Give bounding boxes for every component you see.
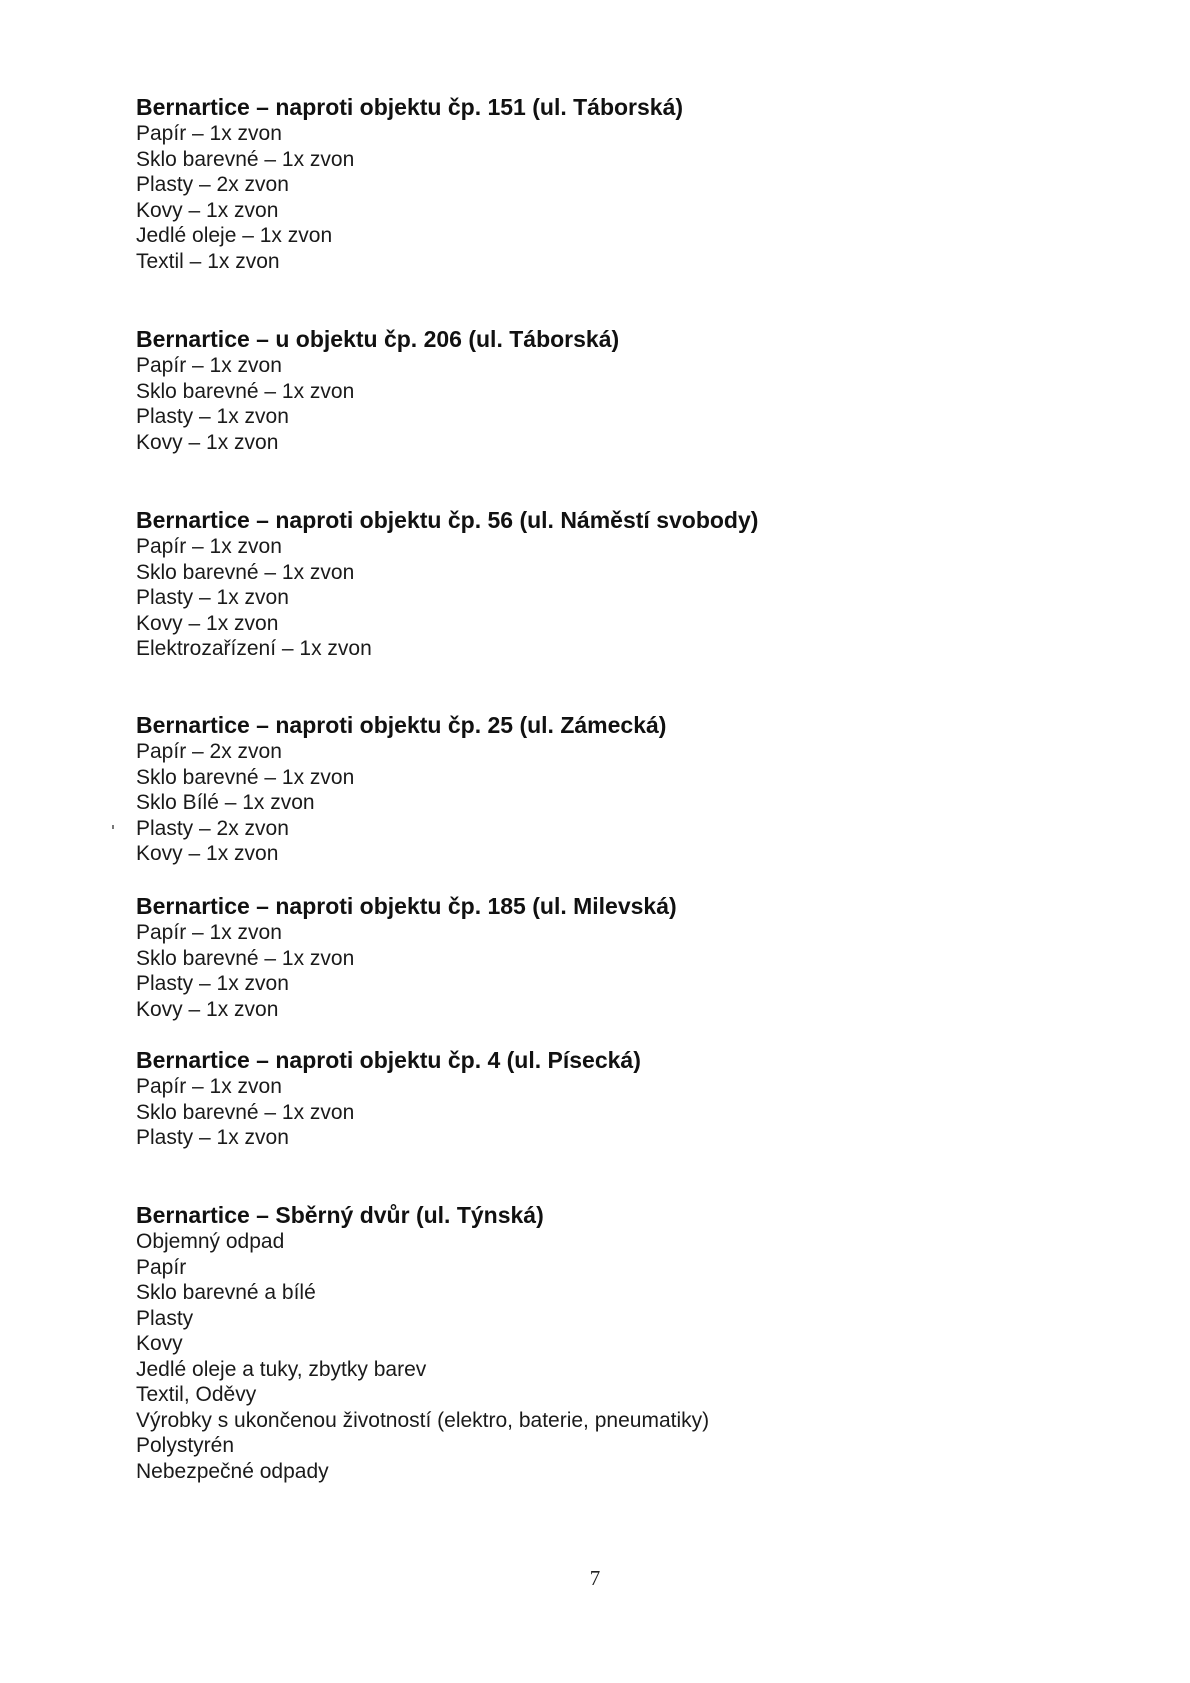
list-item: Nebezpečné odpady	[136, 1459, 329, 1483]
section-heading: Bernartice – u objektu čp. 206 (ul. Táborská)	[136, 326, 620, 352]
list-item: Plasty – 2x zvon	[136, 816, 289, 840]
list-item: Sklo barevné a bílé	[136, 1281, 316, 1304]
list-item: Papír – 1x zvon	[136, 535, 282, 558]
list-item: Sklo barevné – 1x zvon	[136, 147, 355, 171]
list-item: Plasty – 1x zvon	[136, 1126, 289, 1149]
list-item: Plasty	[136, 1306, 194, 1330]
list-item: Papír – 1x zvon	[136, 921, 282, 944]
list-item: Papír – 1x zvon	[136, 1075, 282, 1098]
item-list	[136, 534, 1036, 662]
list-item: Výrobky s ukončenou životností (elektro, baterie, pneumatiky)	[136, 1408, 710, 1432]
list-item: Plasty – 1x zvon	[136, 586, 289, 609]
list-item: Kovy – 1x zvon	[136, 842, 279, 865]
list-item: Plasty – 1x zvon	[136, 972, 289, 995]
item-list	[136, 739, 1036, 867]
list-item: Textil, Oděvy	[136, 1383, 257, 1406]
section-sberny-dvur	[136, 1202, 1036, 1484]
list-item: Sklo barevné – 1x zvon	[136, 946, 355, 970]
list-item: Papír – 1x zvon	[136, 354, 282, 377]
list-item: Sklo barevné – 1x zvon	[136, 560, 355, 584]
section-heading: Bernartice – naproti objektu čp. 185 (ul. Milevská)	[136, 893, 677, 919]
item-list	[136, 121, 1036, 274]
list-item: Kovy	[136, 1332, 183, 1355]
section-cp-25	[136, 712, 1036, 867]
list-item: Kovy – 1x zvon	[136, 430, 279, 454]
list-item: Papír – 2x zvon	[136, 740, 282, 763]
list-item: Plasty – 2x zvon	[136, 173, 289, 196]
list-item: Objemný odpad	[136, 1230, 285, 1253]
page-number: 7	[589, 1566, 601, 1590]
list-item: Papír – 1x zvon	[136, 122, 282, 145]
item-list	[136, 1074, 1036, 1151]
section-cp-4	[136, 1047, 1036, 1151]
list-item: Polystyrén	[136, 1434, 235, 1457]
section-heading: Bernartice – naproti objektu čp. 151 (ul. Táborská)	[136, 94, 684, 120]
list-item: Sklo Bílé – 1x zvon	[136, 791, 315, 814]
item-list	[136, 920, 1036, 1022]
section-heading: Bernartice – naproti objektu čp. 56 (ul. Náměstí svobody)	[136, 507, 759, 533]
item-list	[136, 1229, 1036, 1484]
list-item: Kovy – 1x zvon	[136, 611, 279, 635]
scan-speck	[112, 825, 114, 829]
list-item: Textil – 1x zvon	[136, 249, 280, 273]
list-item: Jedlé oleje – 1x zvon	[136, 224, 333, 247]
list-item: Kovy – 1x zvon	[136, 997, 279, 1021]
section-cp-185	[136, 893, 1036, 1022]
section-cp-56	[136, 507, 1036, 662]
list-item: Elektrozařízení – 1x zvon	[136, 637, 372, 660]
list-item: Kovy – 1x zvon	[136, 198, 279, 222]
section-cp-206	[136, 326, 1036, 455]
list-item: Sklo barevné – 1x zvon	[136, 379, 355, 403]
section-heading: Bernartice – Sběrný dvůr (ul. Týnská)	[136, 1202, 544, 1228]
section-cp-151	[136, 94, 1036, 274]
list-item: Papír	[136, 1255, 187, 1279]
list-item: Sklo barevné – 1x zvon	[136, 765, 355, 789]
section-heading: Bernartice – naproti objektu čp. 25 (ul. Zámecká)	[136, 712, 667, 738]
item-list	[136, 353, 1036, 455]
section-heading: Bernartice – naproti objektu čp. 4 (ul. Písecká)	[136, 1047, 641, 1073]
list-item: Plasty – 1x zvon	[136, 405, 289, 428]
list-item: Sklo barevné – 1x zvon	[136, 1100, 355, 1124]
list-item: Jedlé oleje a tuky, zbytky barev	[136, 1357, 427, 1381]
